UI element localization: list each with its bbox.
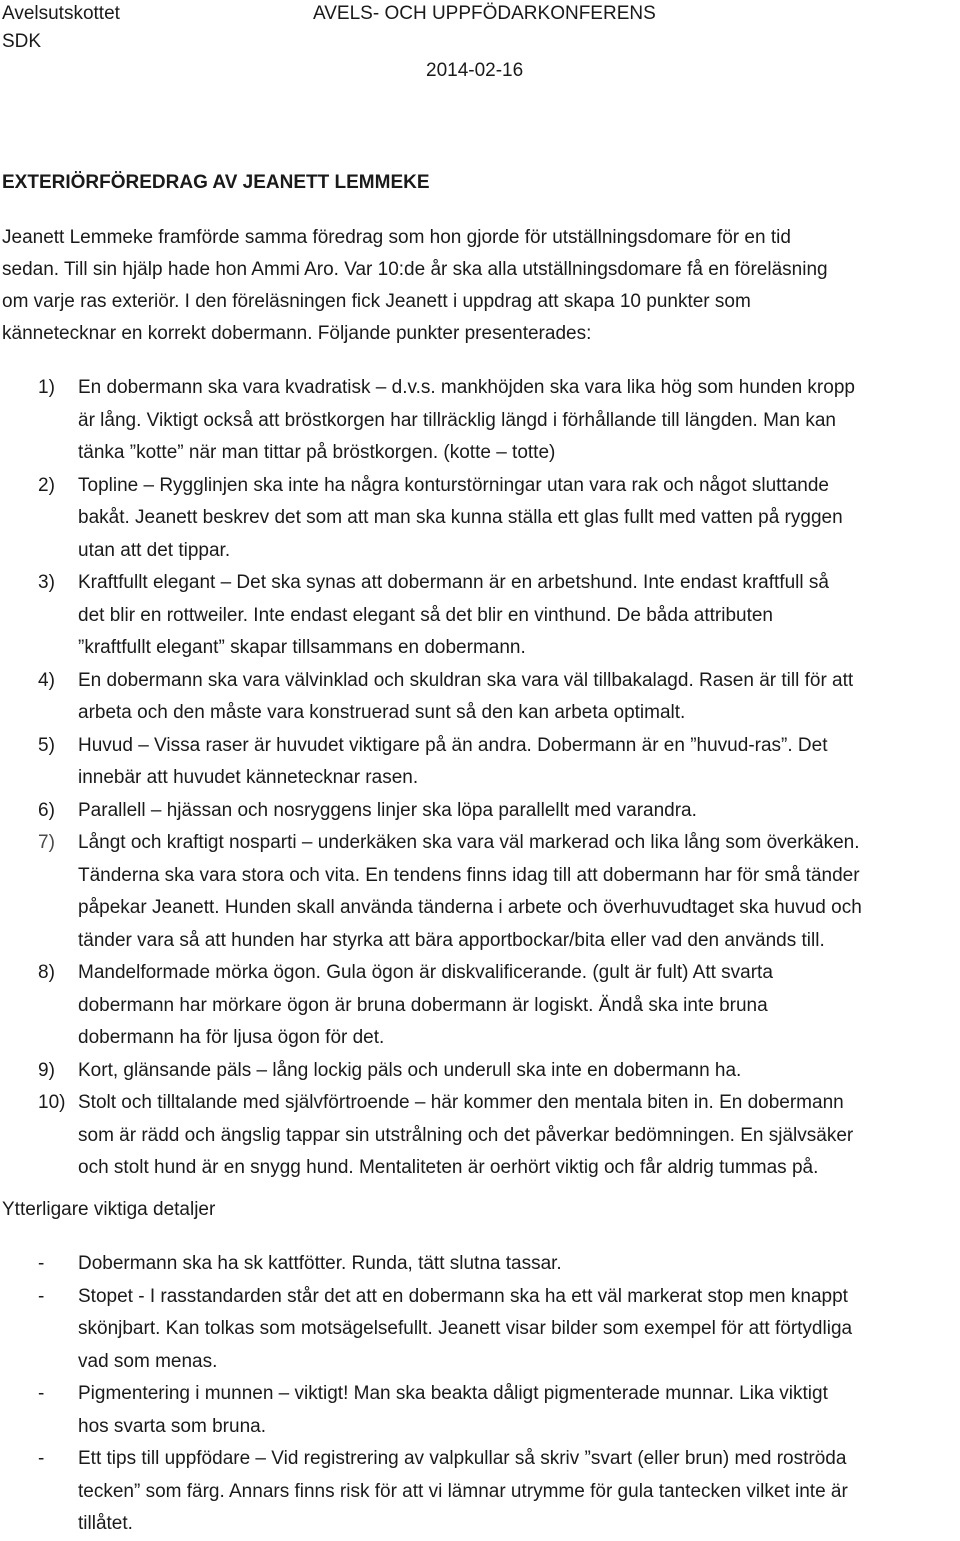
point-text-line: tänder vara så att hunden har styrka att bära apportbockar/bita eller vad den används till. [78,929,825,951]
point-item [0,665,955,730]
detail-text-line: hos svarta som bruna. [78,1415,266,1437]
point-text-line: bakåt. Jeanett beskrev det som att man ska kunna ställa ett glas fullt med vatten på ryggen [78,507,843,528]
detail-text-line: tillåtet. [78,1513,133,1534]
point-text-line: utan att det tippar. [78,539,231,561]
detail-item [0,1248,958,1281]
point-text-line: Kraftfullt elegant – Det ska synas att dobermann är en arbetshund. Inte endast kraftfull så [78,572,829,593]
point-number: 1) [38,377,55,398]
point-text-line: påpekar Jeanett. Hunden skall använda tänderna i arbete och överhuvudtaget ska huvud och [78,897,862,918]
point-number: 9) [38,1059,55,1081]
detail-text-line: Ett tips till uppfödare – Vid registrering av valpkullar så skriv ”svart (eller brun) med roströda [78,1448,847,1469]
point-item [0,730,955,795]
detail-text-line: Pigmentering i munnen – viktigt! Man ska beakta dåligt pigmenterade munnar. Lika viktigt [78,1383,828,1404]
point-text-line: tänka ”kotte” när man tittar på bröstkorgen. (kotte – totte) [78,442,556,463]
detail-dash-bullet: - [38,1285,45,1307]
point-item [0,470,955,568]
point-text-line: Långt och kraftigt nosparti – underkäken ska vara väl markerad och lika lång som överkäken. [78,832,860,853]
detail-dash-bullet: - [38,1448,45,1469]
point-text-line: är lång. Viktigt också att bröstkorgen har tillräcklig längd i förhållande till längden. Man kan [78,409,836,431]
header-event [313,0,656,85]
detail-item [0,1443,958,1541]
intro-line: kännetecknar en korrekt dobermann. Följande punkter presenterades: [2,323,592,344]
detail-item [0,1281,958,1379]
detail-text-line: Stopet - I rasstandarden står det att en dobermann ska ha ett väl markerat stop men knappt [78,1285,848,1307]
point-number: 7) [38,832,55,853]
point-number: 3) [38,572,55,593]
intro-line: Jeanett Lemmeke framförde samma föredrag som hon gjorde för utställningsdomare för en tid [2,227,791,248]
point-item [0,957,955,1055]
point-text-line: arbeta och den måste vara konstruerad sunt så den kan arbeta optimalt. [78,702,686,723]
point-number: 8) [38,962,55,983]
point-item [0,795,955,828]
point-text-line: Mandelformade mörka ögon. Gula ögon är diskvalificerande. (gult är fult) Att svarta [78,962,773,983]
point-text-line: ”kraftfullt elegant” skapar tillsammans en dobermann. [78,637,526,658]
point-text-line: som är rädd och ängslig tappar sin utstrålning och det påverkar bedömningen. En självsäker [78,1124,854,1146]
document-title: EXTERIÖRFÖREDRAG AV JEANETT LEMMEKE [2,172,430,193]
point-text-line: dobermann har mörkare ögon är bruna dobermann är logiskt. Ändå ska inte bruna [78,994,768,1016]
point-text-line: En dobermann ska vara välvinklad och skuldran ska vara väl tillbakalagd. Rasen är till för att [78,669,854,691]
point-text-line: Topline – Rygglinjen ska inte ha några konturstörningar utan vara rak och något sluttande [78,474,829,496]
detail-dash-bullet: - [38,1253,45,1274]
header-committee: Avelsutskottet [2,3,120,24]
point-number: 10) [38,1092,66,1113]
point-text-line: Parallell – hjässan och nosryggens linjer ska löpa parallellt med varandra. [78,799,697,821]
point-item [0,827,955,957]
point-text-line: Kort, glänsande päls – lång lockig päls och underull ska inte en dobermann ha. [78,1059,742,1081]
point-item [0,1055,955,1088]
header-date: 2014-02-16 [426,60,524,81]
header-club: SDK [2,31,42,52]
point-text-line: innebär att huvudet kännetecknar rasen. [78,767,419,788]
intro-paragraph [2,222,952,350]
details-list [0,1248,958,1541]
intro-line: sedan. Till sin hjälp hade hon Ammi Aro. Var 10:de år ska alla utställningsdomare få en föreläsning [2,259,828,280]
point-text-line: och stolt hund är en snygg hund. Mentaliteten är oerhört viktig och får aldrig tummas på. [78,1157,819,1178]
detail-dash-bullet: - [38,1383,45,1404]
point-number: 2) [38,474,55,496]
detail-item [0,1378,958,1443]
point-item [0,1087,955,1185]
point-number: 6) [38,799,55,821]
intro-line: om varje ras exteriör. I den föreläsningen fick Jeanett i uppdrag att skapa 10 punkter som [2,291,751,312]
point-text-line: Huvud – Vissa raser är huvudet viktigare på än andra. Dobermann är en ”huvud-ras”. Det [78,734,828,756]
points-list [0,372,955,1185]
details-heading: Ytterligare viktiga detaljer [2,1199,216,1220]
point-number: 4) [38,669,55,691]
point-text-line: dobermann ha för ljusa ögon för det. [78,1027,385,1048]
point-item [0,372,955,470]
point-text-line: det blir en rottweiler. Inte endast elegant så det blir en vinthund. De båda attributen [78,604,774,626]
point-number: 5) [38,734,55,756]
point-item [0,567,955,665]
point-text-line: En dobermann ska vara kvadratisk – d.v.s. mankhöjden ska vara lika hög som hunden kropp [78,377,855,398]
detail-text-line: Dobermann ska ha sk kattfötter. Runda, tätt slutna tassar. [78,1253,562,1274]
detail-text-line: vad som menas. [78,1350,218,1372]
point-text-line: Stolt och tilltalande med självförtroende – här kommer den mentala biten in. En dobermann [78,1092,844,1113]
detail-text-line: tecken” som färg. Annars finns risk för att vi lämnar utrymme för gula tantecken vilket inte är [78,1480,848,1502]
point-text-line: Tänderna ska vara stora och vita. En tendens finns idag till att dobermann har för små tänder [78,864,860,886]
header-organization [2,0,120,56]
header-conference-name: AVELS- OCH UPPFÖDARKONFERENS [313,3,656,24]
detail-text-line: skönjbart. Kan tolkas som motsägelsefullt. Jeanett visar bilder som exempel för att förtydliga [78,1318,853,1339]
